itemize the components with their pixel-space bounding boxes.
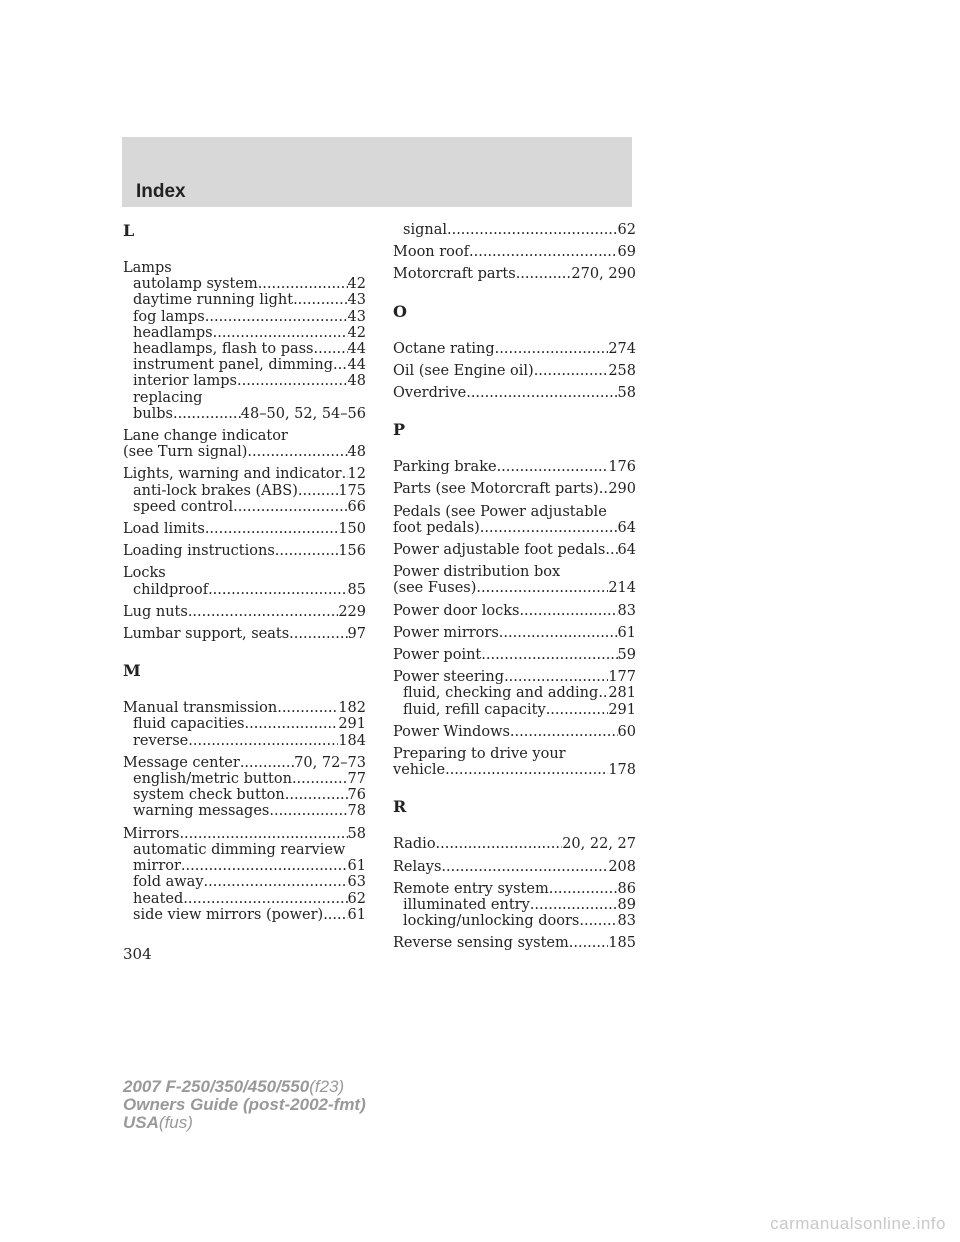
index-entry xyxy=(393,859,636,875)
dot-leader xyxy=(549,881,618,897)
index-page-ref: 208 xyxy=(608,858,636,875)
index-page-ref: 184 xyxy=(338,732,366,749)
index-page-ref: 58 xyxy=(617,385,636,402)
dot-leader xyxy=(530,897,618,913)
index-subentry xyxy=(123,842,366,858)
index-subentry xyxy=(123,325,366,341)
index-entry-text: Power mirrors xyxy=(393,624,499,641)
index-page-ref: 48 xyxy=(347,373,366,390)
index-entry-text: warning messages xyxy=(133,803,270,820)
index-page-ref: 290 xyxy=(608,481,636,498)
index-subentry xyxy=(123,483,366,499)
index-entry-text: Message center xyxy=(123,754,240,771)
index-entry-text: Remote entry system xyxy=(393,880,549,897)
dot-leader xyxy=(599,481,609,497)
index-entry-text: speed control xyxy=(133,498,234,515)
dot-leader xyxy=(605,542,617,558)
index-entry xyxy=(123,466,366,482)
index-subentry xyxy=(123,292,366,308)
index-page-ref: 85 xyxy=(347,581,366,598)
index-entry xyxy=(393,836,636,852)
index-entry-text: Preparing to drive your xyxy=(393,746,566,763)
index-entry-text: system check button xyxy=(133,787,285,804)
dot-leader xyxy=(179,826,347,842)
index-entry-text: Lumbar support, seats xyxy=(123,626,290,643)
index-subentry xyxy=(123,874,366,890)
index-entry-text: Reverse sensing system xyxy=(393,935,569,952)
index-subentry xyxy=(123,390,366,406)
index-entry-text: instrument panel, dimming xyxy=(133,357,333,374)
index-page-ref: 274 xyxy=(608,340,636,357)
dot-leader xyxy=(546,702,609,718)
dot-leader xyxy=(183,891,347,907)
dot-leader xyxy=(289,626,347,642)
index-entry-text: Lamps xyxy=(123,260,172,276)
index-page-ref: 185 xyxy=(608,935,636,952)
index-page-ref: 156 xyxy=(338,543,366,560)
dot-leader xyxy=(237,373,348,389)
index-subentry xyxy=(123,373,366,389)
index-page-ref: 291 xyxy=(608,701,636,718)
index-entry-text: Power point xyxy=(393,647,482,664)
index-entry-text: Power door locks xyxy=(393,602,520,619)
page-title: Index xyxy=(136,181,186,202)
dot-leader xyxy=(188,733,338,749)
dot-leader xyxy=(519,603,617,619)
index-entry-text: headlamps xyxy=(133,324,213,341)
index-entry-text: fog lamps xyxy=(133,308,205,325)
index-entry xyxy=(393,385,636,401)
index-subentry xyxy=(123,276,366,292)
index-page-ref: 64 xyxy=(617,519,636,536)
dot-leader xyxy=(298,483,338,499)
dot-leader xyxy=(173,406,241,422)
index-entry xyxy=(393,625,636,641)
watermark: carmanualsonline.info xyxy=(770,1214,946,1233)
page-header-band xyxy=(122,137,632,207)
dot-leader xyxy=(497,459,609,475)
dot-leader xyxy=(233,499,347,515)
index-entry-text: Locks xyxy=(123,565,166,582)
index-entry xyxy=(123,565,366,581)
dot-leader xyxy=(516,266,572,282)
dot-leader xyxy=(495,341,609,357)
index-section-letter: M xyxy=(123,661,141,681)
index-subentry xyxy=(123,406,366,422)
index-subentry xyxy=(393,685,636,701)
index-column-right xyxy=(393,222,636,952)
index-page-ref: 70, 72–73 xyxy=(294,754,366,771)
index-subentry xyxy=(123,357,366,373)
index-entry xyxy=(393,504,636,520)
index-entry-text: reverse xyxy=(133,732,189,749)
index-page-ref: 258 xyxy=(608,362,636,379)
footer-guide: Owners Guide (post-2002-fmt) xyxy=(123,1095,366,1114)
dot-leader xyxy=(292,771,348,787)
index-entry-text: illuminated entry xyxy=(403,897,530,914)
index-entry-text: english/metric button xyxy=(133,771,292,788)
index-page-ref: 77 xyxy=(347,771,366,788)
index-entry xyxy=(123,700,366,716)
index-entry xyxy=(393,542,636,558)
index-entry xyxy=(123,604,366,620)
index-page-ref: 182 xyxy=(338,700,366,717)
index-subentry xyxy=(123,891,366,907)
dot-leader xyxy=(323,907,347,923)
index-entry xyxy=(393,724,636,740)
dot-leader xyxy=(510,724,618,740)
index-page-ref: 44 xyxy=(347,357,366,374)
index-subentry xyxy=(123,582,366,598)
index-entry-text: fluid, refill capacity xyxy=(403,701,546,718)
index-entry xyxy=(123,755,366,771)
index-entry-text: Load limits xyxy=(123,521,205,538)
index-entry xyxy=(393,762,636,778)
index-entry-text: Overdrive xyxy=(393,385,467,402)
index-page-ref: 83 xyxy=(617,602,636,619)
index-entry-text: Power steering xyxy=(393,669,505,686)
index-entry-text: headlamps, flash to pass xyxy=(133,341,314,358)
dot-leader xyxy=(258,276,348,292)
index-entry-text: interior lamps xyxy=(133,373,237,390)
dot-leader xyxy=(481,647,617,663)
dot-leader xyxy=(534,363,609,379)
index-column-left xyxy=(123,222,366,923)
dot-leader xyxy=(269,803,347,819)
index-entry xyxy=(123,260,366,276)
index-entry-text: heated xyxy=(133,890,184,907)
index-entry-text: Power Windows xyxy=(393,723,510,740)
dot-leader xyxy=(579,913,617,929)
index-entry xyxy=(393,481,636,497)
index-page-ref: 61 xyxy=(347,858,366,875)
index-page-ref: 42 xyxy=(347,276,366,293)
index-page-ref: 61 xyxy=(347,906,366,923)
index-subentry xyxy=(123,499,366,515)
index-entry xyxy=(393,564,636,580)
dot-leader xyxy=(447,222,618,238)
index-subentry xyxy=(123,787,366,803)
dot-leader xyxy=(293,292,347,308)
index-entry-text: fluid capacities xyxy=(133,716,245,733)
index-entry-text: anti-lock brakes (ABS) xyxy=(133,482,298,499)
index-entry-text: Parking brake xyxy=(393,459,497,476)
index-page-ref: 177 xyxy=(608,669,636,686)
index-page-ref: 291 xyxy=(338,716,366,733)
index-entry-text: Lug nuts xyxy=(123,603,188,620)
footer-market: USA xyxy=(123,1113,159,1132)
dot-leader xyxy=(445,762,608,778)
dot-leader xyxy=(333,357,348,373)
index-entry-text: childproof xyxy=(133,581,209,598)
index-entry xyxy=(393,341,636,357)
index-subentry xyxy=(123,858,366,874)
index-page-ref: 69 xyxy=(617,244,636,261)
index-page-ref: 59 xyxy=(617,647,636,664)
index-entry xyxy=(123,521,366,537)
index-entry xyxy=(393,459,636,475)
footer-model: 2007 F-250/350/450/550 xyxy=(123,1077,310,1096)
index-page-ref: 42 xyxy=(347,324,366,341)
index-entry-text: Power distribution box xyxy=(393,564,561,581)
index-entry-text: bulbs xyxy=(133,405,173,422)
index-entry-text: Manual transmission xyxy=(123,700,278,717)
index-entry-text: Mirrors xyxy=(123,825,180,842)
index-page-ref: 229 xyxy=(338,603,366,620)
dot-leader xyxy=(441,859,608,875)
index-page-ref: 66 xyxy=(347,498,366,515)
index-entry-text: fluid, checking and adding xyxy=(403,685,599,702)
index-entry-text: Parts (see Motorcraft parts) xyxy=(393,481,599,498)
index-entry-text: fold away xyxy=(133,874,204,891)
index-page-ref: 62 xyxy=(347,890,366,907)
index-entry xyxy=(393,746,636,762)
index-subentry xyxy=(123,341,366,357)
index-page-ref: 270, 290 xyxy=(571,266,636,283)
index-entry xyxy=(393,669,636,685)
index-section-letter: R xyxy=(393,797,407,817)
page-number: 304 xyxy=(123,945,152,963)
index-entry-text: (see Fuses) xyxy=(393,580,477,597)
index-page-ref: 76 xyxy=(347,787,366,804)
index-entry xyxy=(393,520,636,536)
index-page-ref: 86 xyxy=(617,880,636,897)
dot-leader xyxy=(285,787,348,803)
index-entry-text: Lane change indicator xyxy=(123,428,288,445)
index-entry-text: Moon roof xyxy=(393,244,470,261)
index-entry-text: mirror xyxy=(133,858,181,875)
index-entry-text: Radio xyxy=(393,836,436,853)
index-entry-text: Motorcraft parts xyxy=(393,266,516,283)
index-entry-text: Power adjustable foot pedals xyxy=(393,542,606,559)
dot-leader xyxy=(205,309,348,325)
index-page-ref: 150 xyxy=(338,521,366,538)
dot-leader xyxy=(240,755,294,771)
index-page-ref: 63 xyxy=(347,874,366,891)
index-entry-text: signal xyxy=(403,222,447,238)
dot-leader xyxy=(504,669,608,685)
index-entry-text: daytime running light xyxy=(133,292,294,309)
index-subentry xyxy=(123,907,366,923)
index-subentry xyxy=(393,913,636,929)
index-subentry xyxy=(393,222,636,238)
index-entry xyxy=(123,444,366,460)
dot-leader xyxy=(244,716,338,732)
dot-leader xyxy=(466,385,617,401)
index-page-ref: 48 xyxy=(347,444,366,461)
index-entry-text: side view mirrors (power) xyxy=(133,906,324,923)
index-entry-text: Pedals (see Power adjustable xyxy=(393,503,607,520)
index-page-ref: 97 xyxy=(347,626,366,643)
index-section-letter: O xyxy=(393,301,407,321)
index-entry xyxy=(393,647,636,663)
index-section-letter: L xyxy=(123,221,135,240)
dot-leader xyxy=(181,858,348,874)
footer-market-code: (fus) xyxy=(158,1113,193,1132)
index-entry-text: autolamp system xyxy=(133,276,258,293)
index-entry xyxy=(393,935,636,951)
index-entry-text: Lights, warning and indicator xyxy=(123,466,342,483)
dot-leader xyxy=(247,444,347,460)
dot-leader xyxy=(476,580,608,596)
index-page-ref: 12 xyxy=(347,466,366,483)
dot-leader xyxy=(277,700,338,716)
dot-leader xyxy=(208,582,347,598)
index-entry xyxy=(123,626,366,642)
index-section-letter: P xyxy=(393,420,406,440)
dot-leader xyxy=(205,521,338,537)
dot-leader xyxy=(436,836,563,852)
index-page-ref: 178 xyxy=(608,762,636,779)
index-entry xyxy=(123,826,366,842)
index-entry xyxy=(393,266,636,282)
index-entry-text: vehicle xyxy=(393,762,446,779)
index-entry-text: locking/unlocking doors xyxy=(403,913,580,930)
index-page-ref: 61 xyxy=(617,624,636,641)
index-subentry xyxy=(123,771,366,787)
index-page-ref: 64 xyxy=(617,542,636,559)
index-entry-text: replacing xyxy=(133,389,203,406)
index-entry-text: Oil (see Engine oil) xyxy=(393,362,534,379)
index-subentry xyxy=(123,716,366,732)
index-page-ref: 89 xyxy=(617,897,636,914)
index-entry-text: automatic dimming rearview xyxy=(133,841,346,858)
document-footer xyxy=(123,1078,366,1132)
index-page-ref: 58 xyxy=(347,825,366,842)
dot-leader xyxy=(314,341,348,357)
index-entry xyxy=(393,580,636,596)
index-entry xyxy=(393,881,636,897)
index-entry-text: Loading instructions xyxy=(123,543,275,560)
index-page-ref: 60 xyxy=(617,723,636,740)
index-entry xyxy=(123,428,366,444)
dot-leader xyxy=(213,325,348,341)
index-page-ref: 20, 22, 27 xyxy=(562,836,636,853)
dot-leader xyxy=(569,935,609,951)
index-subentry xyxy=(123,733,366,749)
dot-leader xyxy=(188,604,339,620)
dot-leader xyxy=(275,543,339,559)
footer-model-code: (f23) xyxy=(309,1077,345,1096)
index-subentry xyxy=(123,803,366,819)
index-page-ref: 48–50, 52, 54–56 xyxy=(240,405,366,422)
dot-leader xyxy=(204,874,348,890)
index-page-ref: 78 xyxy=(347,803,366,820)
index-page-ref: 214 xyxy=(608,580,636,597)
index-subentry xyxy=(393,702,636,718)
index-page-ref: 44 xyxy=(347,341,366,358)
index-page-ref: 175 xyxy=(338,482,366,499)
index-entry-text: (see Turn signal) xyxy=(123,444,248,461)
dot-leader xyxy=(499,625,618,641)
index-subentry xyxy=(393,897,636,913)
index-entry xyxy=(123,543,366,559)
index-entry xyxy=(393,363,636,379)
index-page-ref: 83 xyxy=(617,913,636,930)
index-page-ref: 62 xyxy=(617,222,636,238)
index-page-ref: 43 xyxy=(347,292,366,309)
index-entry-text: foot pedals) xyxy=(393,519,480,536)
index-entry-text: Relays xyxy=(393,858,442,875)
index-entry xyxy=(393,244,636,260)
dot-leader xyxy=(469,244,618,260)
index-page-ref: 176 xyxy=(608,459,636,476)
index-entry xyxy=(393,603,636,619)
dot-leader xyxy=(598,685,608,701)
index-subentry xyxy=(123,309,366,325)
index-entry-text: Octane rating xyxy=(393,340,495,357)
index-page-ref: 281 xyxy=(608,685,636,702)
index-page-ref: 43 xyxy=(347,308,366,325)
dot-leader xyxy=(480,520,618,536)
